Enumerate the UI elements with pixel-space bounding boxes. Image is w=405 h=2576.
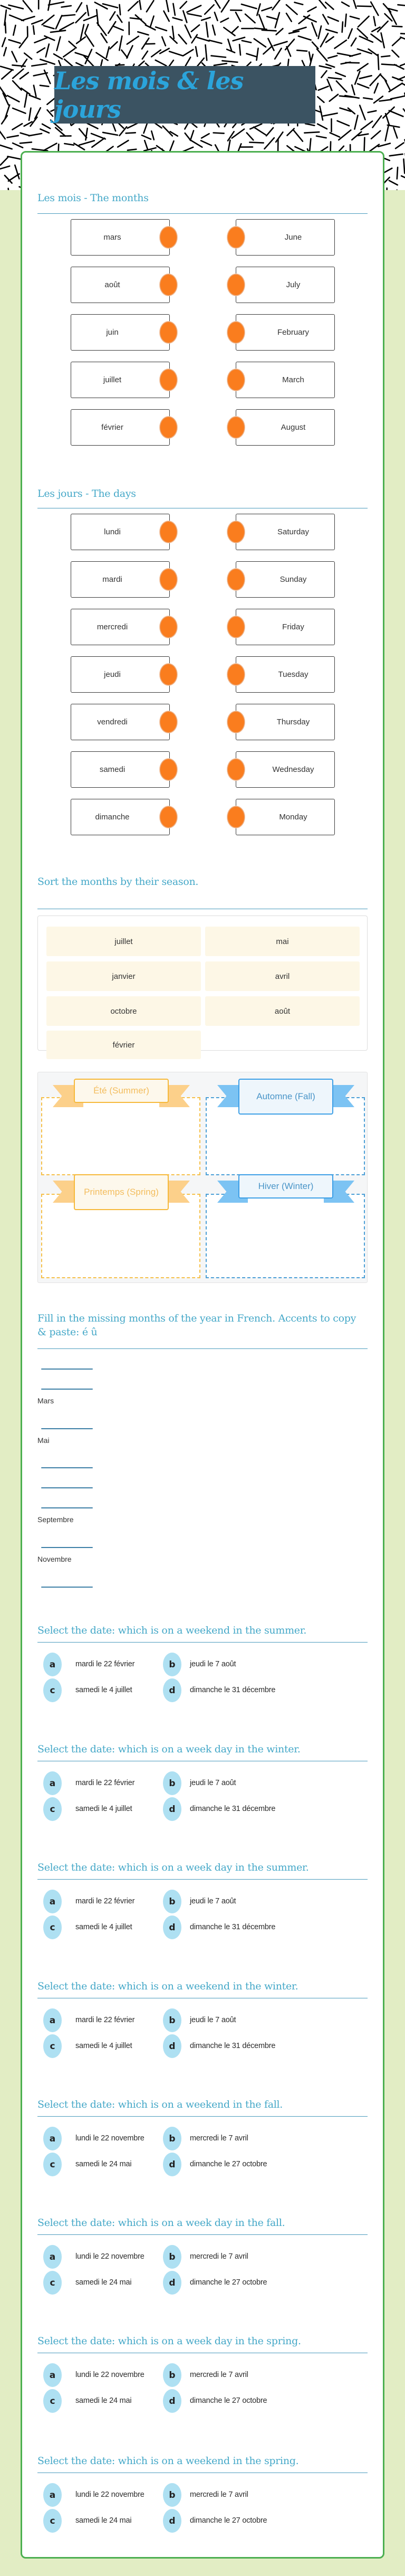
option-b-bubble[interactable]: b	[163, 2127, 181, 2150]
option-b-text[interactable]: mercredi le 7 avril	[190, 2134, 248, 2143]
sort-heading: Sort the months by their season.	[37, 876, 199, 888]
option-b-bubble[interactable]: b	[163, 2363, 181, 2387]
connector-dot-icon[interactable]	[227, 568, 245, 591]
question-prompt: Select the date: which is on a week day in the winter.	[37, 1743, 301, 1755]
option-b-bubble[interactable]: b	[163, 1653, 181, 1676]
month-input-4[interactable]	[41, 1428, 93, 1429]
match-item-right[interactable]: Friday	[236, 609, 335, 645]
match-item-left[interactable]: mars	[71, 219, 170, 256]
month-input-10[interactable]	[41, 1547, 93, 1548]
option-b-text[interactable]: mercredi le 7 avril	[190, 2371, 248, 2379]
option-c-text[interactable]: samedi le 24 mai	[75, 2396, 132, 2405]
match-item-left[interactable]: vendredi	[71, 704, 170, 740]
option-b-text[interactable]: jeudi le 7 août	[190, 1779, 236, 1787]
question-prompt: Select the date: which is on a week day in the fall.	[37, 2217, 285, 2229]
category-label-fall: Automne (Fall)	[238, 1079, 333, 1115]
option-d-bubble[interactable]: d	[163, 2153, 181, 2176]
match-item-left[interactable]: mercredi	[71, 609, 170, 645]
option-d-text[interactable]: dimanche le 31 décembre	[190, 1686, 276, 1694]
sort-chip[interactable]: août	[205, 996, 360, 1026]
category-label-winter: Hiver (Winter)	[238, 1174, 333, 1199]
match-item-right[interactable]: Thursday	[236, 704, 335, 740]
title-banner	[54, 66, 315, 124]
option-c-text[interactable]: samedi le 4 juillet	[75, 1686, 132, 1694]
sort-chip[interactable]: janvier	[46, 961, 201, 991]
connector-dot-icon[interactable]	[159, 226, 178, 249]
match-item-left[interactable]: samedi	[71, 751, 170, 788]
connector-dot-icon[interactable]	[159, 663, 178, 686]
connector-dot-icon[interactable]	[227, 806, 245, 828]
match-item-left[interactable]: jeudi	[71, 656, 170, 693]
connector-dot-icon[interactable]	[227, 416, 245, 439]
option-c-bubble[interactable]: c	[43, 2389, 62, 2413]
connector-dot-icon[interactable]	[159, 521, 178, 543]
fill-label-septembre: Septembre	[37, 1515, 74, 1524]
question-divider	[37, 2116, 368, 2117]
page-title: Les mois & les jours	[54, 66, 244, 124]
option-a-text[interactable]: lundi le 22 novembre	[75, 2252, 144, 2261]
match-item-left[interactable]: février	[71, 409, 170, 446]
sort-chip[interactable]: juillet	[46, 927, 201, 956]
match-item-right[interactable]: Wednesday	[236, 751, 335, 788]
connector-dot-icon[interactable]	[227, 321, 245, 344]
match-item-right[interactable]: Saturday	[236, 514, 335, 550]
sort-chip[interactable]: mai	[205, 927, 360, 956]
season-drop-tray	[37, 1072, 368, 1283]
connector-dot-icon[interactable]	[227, 521, 245, 543]
option-d-bubble[interactable]: d	[163, 1916, 181, 1939]
match-item-left[interactable]: août	[71, 267, 170, 303]
match-item-left[interactable]: lundi	[71, 514, 170, 550]
connector-dot-icon[interactable]	[159, 568, 178, 591]
option-b-text[interactable]: jeudi le 7 août	[190, 2016, 236, 2024]
option-a-bubble[interactable]: a	[43, 1771, 62, 1795]
connector-dot-icon[interactable]	[159, 806, 178, 828]
month-input-1[interactable]	[41, 1369, 93, 1370]
option-c-bubble[interactable]: c	[43, 1797, 62, 1821]
option-d-text[interactable]: dimanche le 31 décembre	[190, 1923, 276, 1931]
ribbon-spring	[53, 1174, 190, 1211]
option-c-bubble[interactable]: c	[43, 2034, 62, 2058]
question-divider	[37, 1879, 368, 1880]
connector-dot-icon[interactable]	[227, 369, 245, 391]
option-d-text[interactable]: dimanche le 31 décembre	[190, 1805, 276, 1813]
option-d-bubble[interactable]: d	[163, 2271, 181, 2295]
question-divider	[37, 1642, 368, 1643]
match-item-left[interactable]: mardi	[71, 561, 170, 598]
option-d-bubble[interactable]: d	[163, 1797, 181, 1821]
connector-dot-icon[interactable]	[159, 416, 178, 439]
connector-dot-icon[interactable]	[227, 711, 245, 733]
sort-chip[interactable]: février	[46, 1031, 201, 1059]
category-label-summer: Été (Summer)	[74, 1079, 169, 1103]
option-c-bubble[interactable]: c	[43, 1916, 62, 1939]
option-c-bubble[interactable]: c	[43, 2509, 62, 2533]
option-b-text[interactable]: mercredi le 7 avril	[190, 2490, 248, 2499]
days-heading: Les jours - The days	[37, 488, 136, 499]
ribbon-summer	[53, 1079, 190, 1116]
month-input-6[interactable]	[41, 1467, 93, 1468]
match-item-right[interactable]: March	[236, 362, 335, 398]
option-d-bubble[interactable]: d	[163, 2034, 181, 2058]
match-item-right[interactable]: Sunday	[236, 561, 335, 598]
ribbon-winter	[217, 1174, 354, 1211]
option-a-text[interactable]: lundi le 22 novembre	[75, 2490, 144, 2499]
match-item-right[interactable]: August	[236, 409, 335, 446]
connector-dot-icon[interactable]	[159, 711, 178, 733]
question-divider	[37, 2234, 368, 2235]
fill-label-mars: Mars	[37, 1396, 54, 1405]
match-item-right[interactable]: February	[236, 314, 335, 351]
option-d-text[interactable]: dimanche le 27 octobre	[190, 2278, 267, 2287]
connector-dot-icon[interactable]	[227, 616, 245, 638]
match-item-left[interactable]: juillet	[71, 362, 170, 398]
match-item-right[interactable]: Monday	[236, 799, 335, 835]
connector-dot-icon[interactable]	[159, 369, 178, 391]
connector-dot-icon[interactable]	[159, 321, 178, 344]
ribbon-fall	[217, 1079, 354, 1116]
option-b-bubble[interactable]: b	[163, 1890, 181, 1913]
option-b-bubble[interactable]: b	[163, 2008, 181, 2032]
connector-dot-icon[interactable]	[227, 663, 245, 686]
option-b-bubble[interactable]: b	[163, 2245, 181, 2269]
option-d-bubble[interactable]: d	[163, 2509, 181, 2533]
option-c-text[interactable]: samedi le 4 juillet	[75, 1923, 132, 1931]
sort-chip[interactable]: octobre	[46, 996, 201, 1026]
option-d-text[interactable]: dimanche le 27 octobre	[190, 2160, 267, 2168]
option-d-bubble[interactable]: d	[163, 1678, 181, 1702]
connector-dot-icon[interactable]	[227, 273, 245, 296]
option-d-bubble[interactable]: d	[163, 2389, 181, 2413]
option-a-text[interactable]: lundi le 22 novembre	[75, 2134, 144, 2143]
option-c-bubble[interactable]: c	[43, 2271, 62, 2295]
option-c-text[interactable]: samedi le 4 juillet	[75, 2042, 132, 2050]
connector-dot-icon[interactable]	[159, 758, 178, 781]
question-prompt: Select the date: which is on a week day in the summer.	[37, 1862, 309, 1873]
match-item-right[interactable]: July	[236, 267, 335, 303]
months-heading: Les mois - The months	[37, 192, 149, 204]
month-input-12[interactable]	[41, 1587, 93, 1588]
option-a-text[interactable]: lundi le 22 novembre	[75, 2371, 144, 2379]
fill-in-heading: Fill in the missing months of the year in French. Accents to copy & paste: é û	[37, 1313, 356, 1338]
connector-dot-icon[interactable]	[159, 273, 178, 296]
option-a-text[interactable]: mardi le 22 février	[75, 2016, 135, 2024]
option-a-text[interactable]: mardi le 22 février	[75, 1897, 135, 1905]
option-b-text[interactable]: jeudi le 7 août	[190, 1897, 236, 1905]
option-d-text[interactable]: dimanche le 31 décembre	[190, 2042, 276, 2050]
option-a-bubble[interactable]: a	[43, 2127, 62, 2150]
month-input-2[interactable]	[41, 1389, 93, 1390]
fill-label-mai: Mai	[37, 1436, 50, 1445]
question-prompt: Select the date: which is on a week day in the spring.	[37, 2335, 301, 2347]
question-prompt: Select the date: which is on a weekend in the fall.	[37, 2099, 283, 2110]
option-b-bubble[interactable]: b	[163, 1771, 181, 1795]
match-item-right[interactable]: Tuesday	[236, 656, 335, 693]
option-c-bubble[interactable]: c	[43, 2153, 62, 2176]
option-b-bubble[interactable]: b	[163, 2483, 181, 2507]
option-b-text[interactable]: jeudi le 7 août	[190, 1660, 236, 1668]
months-divider	[37, 213, 368, 214]
option-c-text[interactable]: samedi le 24 mai	[75, 2278, 132, 2287]
month-input-7[interactable]	[41, 1487, 93, 1488]
option-c-text[interactable]: samedi le 24 mai	[75, 2516, 132, 2525]
connector-dot-icon[interactable]	[227, 226, 245, 249]
option-c-bubble[interactable]: c	[43, 1678, 62, 1702]
option-c-text[interactable]: samedi le 4 juillet	[75, 1805, 132, 1813]
option-c-text[interactable]: samedi le 24 mai	[75, 2160, 132, 2168]
option-a-bubble[interactable]: a	[43, 2008, 62, 2032]
option-a-bubble[interactable]: a	[43, 2245, 62, 2269]
match-item-left[interactable]: dimanche	[71, 799, 170, 835]
connector-dot-icon[interactable]	[159, 616, 178, 638]
question-prompt: Select the date: which is on a weekend in the winter.	[37, 1980, 298, 1992]
worksheet-card	[21, 151, 384, 2559]
option-a-bubble[interactable]: a	[43, 1890, 62, 1913]
question-prompt: Select the date: which is on a weekend in the summer.	[37, 1625, 307, 1636]
match-item-right[interactable]: June	[236, 219, 335, 256]
fill-label-novembre: Novembre	[37, 1555, 72, 1563]
option-b-text[interactable]: mercredi le 7 avril	[190, 2252, 248, 2261]
connector-dot-icon[interactable]	[227, 758, 245, 781]
fill-in-divider	[37, 1348, 368, 1349]
question-prompt: Select the date: which is on a weekend in the spring.	[37, 2455, 299, 2467]
option-a-bubble[interactable]: a	[43, 1653, 62, 1676]
category-label-spring: Printemps (Spring)	[74, 1174, 169, 1210]
sort-items-tray	[37, 916, 368, 1051]
option-d-text[interactable]: dimanche le 27 octobre	[190, 2396, 267, 2405]
match-item-left[interactable]: juin	[71, 314, 170, 351]
option-a-text[interactable]: mardi le 22 février	[75, 1660, 135, 1668]
option-a-text[interactable]: mardi le 22 février	[75, 1779, 135, 1787]
option-a-bubble[interactable]: a	[43, 2363, 62, 2387]
option-d-text[interactable]: dimanche le 27 octobre	[190, 2516, 267, 2525]
month-input-8[interactable]	[41, 1507, 93, 1508]
sort-chip[interactable]: avril	[205, 961, 360, 991]
option-a-bubble[interactable]: a	[43, 2483, 62, 2507]
